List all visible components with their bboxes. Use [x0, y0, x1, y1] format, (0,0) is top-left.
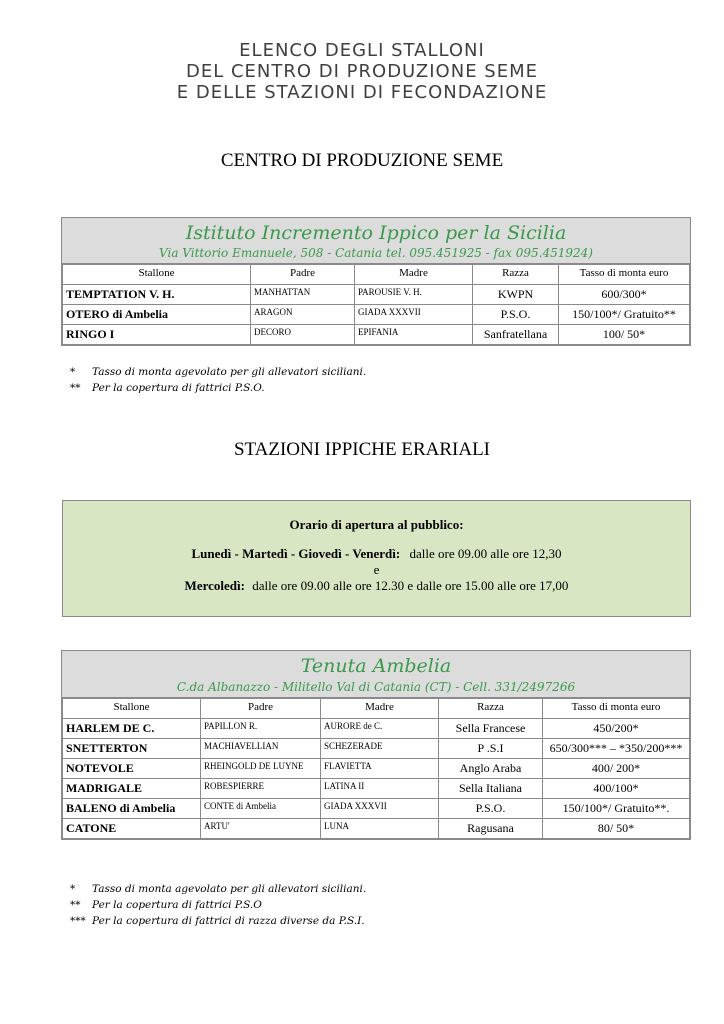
footnote [70, 364, 366, 380]
table-row [63, 819, 690, 839]
hours-days-2: Mercoledì: [184, 578, 245, 593]
table-row [63, 799, 690, 819]
header-line-2: DEL CENTRO DI PRODUZIONE SEME [186, 61, 538, 82]
footnote-mark: ** [70, 899, 81, 911]
cell-stallone: SNETTERTON [63, 739, 201, 759]
footnote-text: Tasso di monta agevolato per gli allevatori siciliani. [92, 883, 367, 895]
table-row [63, 285, 690, 305]
footnote-mark: * [70, 883, 76, 895]
opening-hours-box [62, 500, 691, 617]
table-row [63, 739, 690, 759]
cell-tasso: 150/100*/ Gratuito**. [543, 799, 690, 819]
stallions-table-stazioni [62, 698, 690, 839]
cell-tasso: 650/300*** – *350/200*** [543, 739, 690, 759]
footnote-text: Per la copertura di fattrici di razza diverse da P.S.I. [92, 915, 365, 927]
stallions-table-centro [62, 264, 690, 345]
table-row [63, 779, 690, 799]
cell-tasso: 150/100*/ Gratuito** [559, 305, 690, 325]
table-row [63, 759, 690, 779]
hours-line-1 [63, 546, 690, 562]
cell-razza: P.S.O. [439, 799, 543, 819]
cell-tasso: 100/ 50* [559, 325, 690, 345]
cell-madre: LATINA II [321, 779, 439, 799]
table-row [63, 325, 690, 345]
cell-stallone: MADRIGALE [63, 779, 201, 799]
footnote-mark: *** [70, 915, 86, 927]
hours-time-1: dalle ore 09.00 alle ore 12,30 [409, 546, 562, 561]
institute-header [62, 218, 690, 264]
section-title-centro: CENTRO DI PRODUZIONE SEME [220, 150, 504, 171]
cell-razza: Sella Italiana [439, 779, 543, 799]
cell-stallone: NOTEVOLE [63, 759, 201, 779]
cell-padre: MACHIAVELLIAN [201, 739, 321, 759]
column-header: Padre [251, 265, 355, 285]
header-line-1: ELENCO DEGLI STALLONI [239, 40, 485, 61]
table-header-row [63, 265, 690, 285]
column-header: Tasso di monta euro [543, 699, 690, 719]
cell-tasso: 600/300* [559, 285, 690, 305]
document-header [0, 40, 724, 103]
column-header: Stallone [63, 699, 201, 719]
hours-line-2 [63, 578, 690, 594]
column-header: Razza [439, 699, 543, 719]
cell-madre: SCHEZERADE [321, 739, 439, 759]
cell-madre: GIADA XXXVII [321, 799, 439, 819]
table-row [63, 305, 690, 325]
cell-stallone: TEMPTATION V. H. [63, 285, 251, 305]
footnote [70, 897, 366, 913]
cell-madre: LUNA [321, 819, 439, 839]
hours-days-1: Lunedì - Martedì - Giovedì - Venerdì: [191, 546, 401, 561]
column-header: Razza [473, 265, 559, 285]
cell-tasso: 400/100* [543, 779, 690, 799]
cell-madre: FLAVIETTA [321, 759, 439, 779]
estate-name: Tenuta Ambelia [300, 655, 452, 677]
footnote-mark: ** [70, 382, 81, 394]
cell-padre: ARAGON [251, 305, 355, 325]
cell-padre: ROBESPIERRE [201, 779, 321, 799]
cell-tasso: 450/200* [543, 719, 690, 739]
cell-madre: GIADA XXXVII [355, 305, 473, 325]
column-header: Tasso di monta euro [559, 265, 690, 285]
cell-madre: AURORE de C. [321, 719, 439, 739]
footnote [70, 881, 366, 897]
hours-conjunction: e [373, 562, 380, 577]
cell-razza: P .S.I [439, 739, 543, 759]
cell-padre: PAPILLON R. [201, 719, 321, 739]
cell-tasso: 80/ 50* [543, 819, 690, 839]
footnote-mark: * [70, 366, 76, 378]
cell-tasso: 400/ 200* [543, 759, 690, 779]
hours-heading: Orario di apertura al pubblico: [289, 517, 464, 532]
estate-header [62, 651, 690, 698]
cell-madre: EPIFANIA [355, 325, 473, 345]
institute-name: Istituto Incremento Ippico per la Sicilia [185, 222, 567, 244]
estate-box [61, 650, 691, 840]
institute-address: Via Vittorio Emanuele, 508 - Catania tel. 095.451925 - fax 095.451924) [159, 246, 593, 260]
column-header: Stallone [63, 265, 251, 285]
cell-razza: KWPN [473, 285, 559, 305]
cell-padre: MANHATTAN [251, 285, 355, 305]
footnote [70, 913, 366, 929]
cell-padre: RHEINGOLD DE LUYNE [201, 759, 321, 779]
column-header: Padre [201, 699, 321, 719]
institute-box [61, 217, 691, 346]
column-header: Madre [355, 265, 473, 285]
cell-stallone: HARLEM DE C. [63, 719, 201, 739]
cell-padre: DECORO [251, 325, 355, 345]
cell-stallone: OTERO di Ambelia [63, 305, 251, 325]
hours-time-2: dalle ore 09.00 alle ore 12.30 e dalle ore 15.00 alle ore 17,00 [252, 578, 569, 593]
cell-stallone: BALENO di Ambelia [63, 799, 201, 819]
estate-address: C.da Albanazzo - Militello Val di Catania (CT) - Cell. 331/2497266 [176, 680, 576, 694]
section-title-stazioni: STAZIONI IPPICHE ERARIALI [233, 439, 491, 460]
cell-razza: Ragusana [439, 819, 543, 839]
cell-stallone: CATONE [63, 819, 201, 839]
cell-madre: PAROUSIE V. H. [355, 285, 473, 305]
cell-razza: Sanfratellana [473, 325, 559, 345]
cell-razza: P.S.O. [473, 305, 559, 325]
table-row [63, 719, 690, 739]
cell-stallone: RINGO I [63, 325, 251, 345]
cell-padre: CONTE di Ambelia [201, 799, 321, 819]
cell-padre: ARTU' [201, 819, 321, 839]
footnote-text: Tasso di monta agevolato per gli allevatori siciliani. [92, 366, 367, 378]
header-line-3: E DELLE STAZIONI DI FECONDAZIONE [176, 82, 548, 103]
footnote [70, 380, 366, 396]
table-header-row [63, 699, 690, 719]
footnote-text: Per la copertura di fattrici P.S.O [92, 899, 262, 911]
cell-razza: Anglo Araba [439, 759, 543, 779]
cell-razza: Sella Francese [439, 719, 543, 739]
footnote-text: Per la copertura di fattrici P.S.O. [92, 382, 265, 394]
notes-stazioni [70, 881, 366, 929]
column-header: Madre [321, 699, 439, 719]
notes-centro [70, 364, 366, 396]
